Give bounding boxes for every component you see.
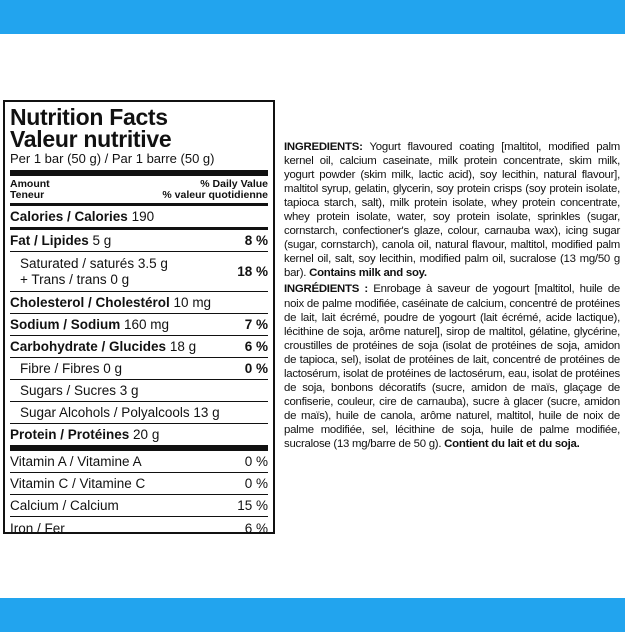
saturated-line: Saturated / saturés 3.5 g (20, 255, 168, 271)
sugars-row (10, 380, 268, 402)
fibre-dv: 0 % (244, 361, 268, 376)
nutrition-facts-panel (3, 100, 275, 534)
fat-dv: 8 % (244, 233, 268, 248)
protein-amount: 20 g (133, 427, 160, 442)
iron-label: Iron / Fer (10, 520, 65, 536)
ingredients-fr (284, 282, 620, 451)
nutrition-title-en: Nutrition Facts (10, 104, 168, 130)
saturated-dv: 18 % (237, 264, 268, 279)
calories-value: 190 (131, 209, 155, 224)
calcium-row (10, 495, 268, 517)
sugars-label: Sugars / Sucres 3 g (20, 383, 139, 398)
sodium-dv: 7 % (244, 317, 268, 332)
fat-row (10, 230, 268, 252)
saturated-row (10, 252, 268, 292)
sodium-row (10, 314, 268, 336)
vitamin-c-label: Vitamin C / Vitamine C (10, 476, 146, 491)
protein-row (10, 424, 268, 451)
carbohydrate-amount: 18 g (169, 339, 197, 354)
ingredients-block (284, 140, 620, 453)
amount-label-fr: Teneur (10, 189, 45, 201)
vitamin-c-row (10, 473, 268, 495)
sodium-label: Sodium / Sodium (10, 317, 121, 332)
carbohydrate-row (10, 336, 268, 358)
carbohydrate-dv: 6 % (244, 339, 268, 354)
ingredients-fr-heading: INGRÉDIENTS : (284, 283, 368, 296)
bottom-banner (0, 598, 625, 632)
protein-label: Protein / Protéines (10, 427, 130, 442)
calcium-dv: 15 % (237, 498, 268, 513)
vitamin-a-row (10, 451, 268, 473)
ingredients-fr-text: Enrobage à saveur de yogourt [maltitol, huile de noix de palme modifiée, caséinate de calcium, concentré de protéines de lait, lait écrémé, poudre de yogourt (lait écrémé, acide lactique), lécithine de soja, arôme naturel], sirop de maltitol, gélatine, glycérine, croustilles de protéines de soja (isolat de protéines de soja, amidon de tapioca, sel), isolat de protéines de lait, concentré de protéines de lactosérum, isolat de protéines de lactosérum, eau, isolat de protéines de soja, bonbons décoratifs (sucre, amidon de maïs, glaçage de confiserie, couleur, cire de carnauba), sucre à glacer (sucre, amidon de maïs), huile de canola, arôme naturel, maltitol, huile de noix de palme modifiée, sel, lécithine de soja, huile de palme modifiée, sucralose (13 mg/barre de 50 g). (284, 283, 620, 450)
serving-size: Per 1 bar (50 g) / Par 1 barre (50 g) (10, 151, 268, 176)
vitamin-c-dv: 0 % (244, 476, 268, 491)
fibre-row (10, 358, 268, 380)
ingredients-en-heading: INGREDIENTS: (284, 141, 363, 153)
ingredients-fr-contains: Contient du lait et du soja. (444, 437, 580, 450)
cholesterol-row (10, 292, 268, 314)
sugar-alcohols-row (10, 402, 268, 424)
iron-row (10, 517, 268, 539)
top-banner (0, 0, 625, 34)
iron-dv: 6 % (244, 520, 268, 536)
vitamin-a-dv: 0 % (244, 454, 268, 469)
ingredients-en-text: Yogurt flavoured coating [maltitol, modified palm kernel oil, calcium caseinate, milk protein concentrate, skim milk, yogurt powder (skim milk, lactic acid), soy lecithin, natural flavour], maltitol syrup, gelatin, glycerin, soy protein crisps (soy protein isolate, tapioca starch, salt), milk protein isolate, whey protein concentrate, whey protein isolate, water, soy protein isolate, sprinkles (sugar, cornstarch, confectioner's glaze, colour, carnauba wax), icing sugar (sugar, cornstarch), canola oil, natural flavour, maltitol, modified palm kernel oil, salt, soy lecithin, modified palm oil, sucralose (13 mg/50 g bar). (284, 141, 620, 280)
fat-amount: 5 g (92, 233, 112, 248)
ingredients-en-contains: Contains milk and soy. (309, 267, 427, 280)
sodium-amount: 160 mg (124, 317, 170, 332)
fat-label: Fat / Lipides (10, 233, 89, 248)
dv-label-en: % Daily Value (200, 178, 268, 190)
amount-label-en: Amount (10, 178, 50, 190)
amount-header (10, 176, 268, 206)
trans-line: + Trans / trans 0 g (20, 271, 130, 287)
cholesterol-label: Cholesterol / Cholestérol (10, 295, 170, 310)
dv-label-fr: % valeur quotidienne (162, 189, 268, 201)
calories-label: Calories / Calories (10, 209, 128, 224)
nutrition-title-fr: Valeur nutritive (10, 126, 172, 152)
calcium-label: Calcium / Calcium (10, 498, 119, 513)
carbohydrate-label: Carbohydrate / Glucides (10, 339, 167, 354)
fibre-label: Fibre / Fibres 0 g (20, 361, 123, 376)
calories-row (10, 206, 268, 230)
sugar-alcohols-label: Sugar Alcohols / Polyalcools 13 g (20, 405, 220, 420)
cholesterol-amount: 10 mg (173, 295, 212, 310)
ingredients-en (284, 140, 620, 280)
vitamin-a-label: Vitamin A / Vitamine A (10, 454, 142, 469)
